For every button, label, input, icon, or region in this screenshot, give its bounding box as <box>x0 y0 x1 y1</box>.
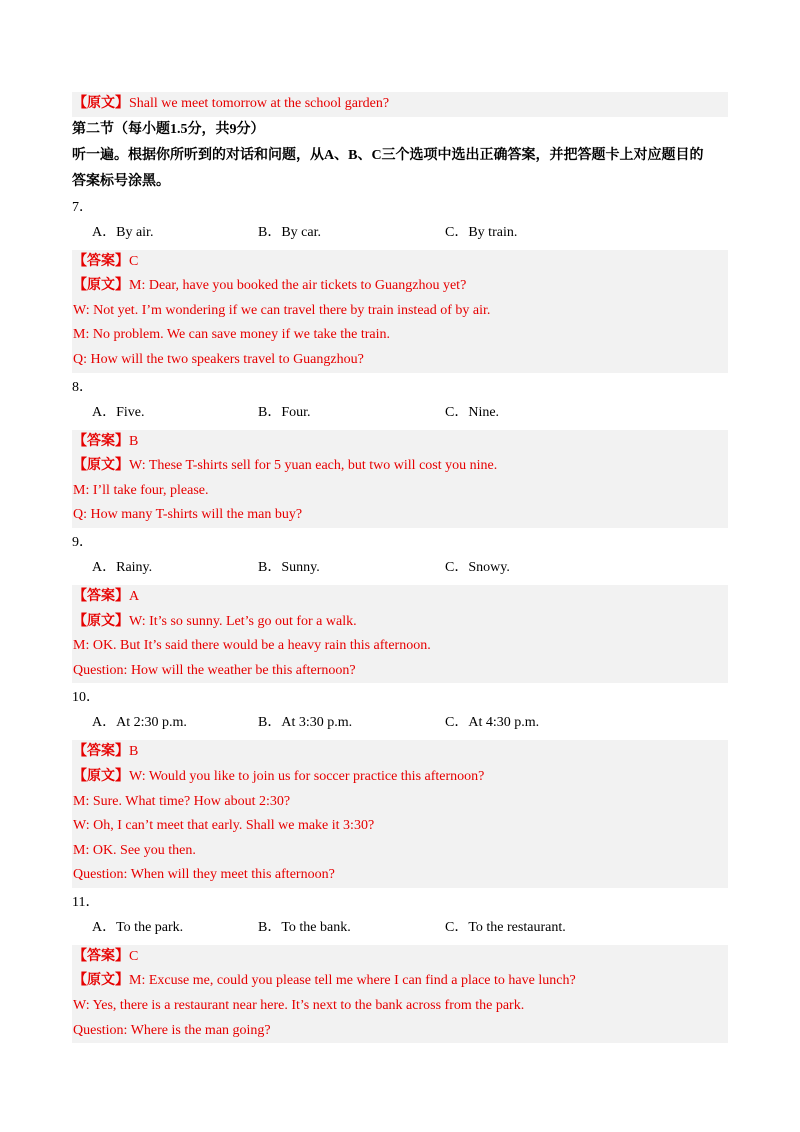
transcript-tag: 【原文】 <box>73 973 129 989</box>
question-item <box>72 375 728 528</box>
transcript-text: W: These T-shirts sell for 5 yuan each, but two will cost you nine. <box>129 458 498 474</box>
transcript-line <box>72 765 728 790</box>
transcript-text: Question: Where is the man going? <box>73 1022 271 1038</box>
option-a: A．At 2:30 p.m. <box>92 715 187 731</box>
option-row <box>72 915 728 941</box>
option-c: C．To the restaurant. <box>445 919 566 935</box>
answer-value: C <box>129 948 139 964</box>
question-number: 7． <box>72 199 93 215</box>
option-c: C．Nine. <box>445 404 500 420</box>
question-list <box>72 195 728 1044</box>
top-transcript-line <box>72 92 728 117</box>
option-row <box>72 400 728 426</box>
option-c: C．By train. <box>445 224 518 240</box>
section-instruction-line2: 答案标号涂黑。 <box>72 173 170 189</box>
question-item <box>72 685 728 888</box>
option-b: B．Four. <box>258 404 311 420</box>
option-a: A．Five. <box>92 404 145 420</box>
transcript-line <box>72 1019 728 1044</box>
transcript-tag: 【原文】 <box>73 768 129 784</box>
answer-block <box>72 740 728 888</box>
transcript-line <box>72 790 728 815</box>
option-b: B．By car. <box>258 224 321 240</box>
transcript-line <box>72 479 728 504</box>
transcript-line <box>72 323 728 348</box>
transcript-line <box>72 994 728 1019</box>
question-item <box>72 890 728 1043</box>
option-row <box>72 710 728 736</box>
transcript-text: W: Oh, I can’t meet that early. Shall we make it 3:30? <box>73 818 375 834</box>
option-row <box>72 555 728 581</box>
answer-block <box>72 430 728 528</box>
question-number: 11． <box>72 894 100 910</box>
transcript-line <box>72 610 728 635</box>
transcript-text: W: Yes, there is a restaurant near here. It’s next to the bank across from the park. <box>73 998 525 1014</box>
transcript-text: Q: How will the two speakers travel to Guangzhou? <box>73 351 364 367</box>
transcript-line <box>72 274 728 299</box>
option-a: A．To the park. <box>92 919 184 935</box>
answer-tag: 【答案】 <box>73 744 129 760</box>
section-title: 第二节（每小题1.5分，共9分） <box>72 121 265 137</box>
transcript-text: W: Would you like to join us for soccer practice this afternoon? <box>129 768 485 784</box>
question-number: 10． <box>72 690 100 706</box>
question-item <box>72 530 728 683</box>
answer-tag: 【答案】 <box>73 433 129 449</box>
transcript-line <box>72 863 728 888</box>
option-c: C．Snowy. <box>445 559 510 575</box>
answer-line <box>72 740 728 765</box>
question-number: 8． <box>72 379 93 395</box>
transcript-text: M: I’ll take four, please. <box>73 482 209 498</box>
answer-line <box>72 250 728 275</box>
transcript-text: M: OK. But It’s said there would be a heavy rain this afternoon. <box>73 638 431 654</box>
transcript-tag: 【原文】 <box>73 458 129 474</box>
transcript-text: W: Not yet. I’m wondering if we can travel there by train instead of by air. <box>73 302 491 318</box>
transcript-line <box>72 634 728 659</box>
answer-value: B <box>129 744 139 760</box>
answer-line <box>72 430 728 455</box>
transcript-line <box>72 839 728 864</box>
transcript-line <box>72 814 728 839</box>
answer-value: B <box>129 433 139 449</box>
exam-page <box>72 92 728 1045</box>
transcript-line <box>72 454 728 479</box>
transcript-text: M: No problem. We can save money if we take the train. <box>73 327 391 343</box>
transcript-text: M: Sure. What time? How about 2:30? <box>73 793 291 809</box>
transcript-text: W: It’s so sunny. Let’s go out for a walk. <box>129 613 357 629</box>
answer-block <box>72 585 728 683</box>
answer-line <box>72 945 728 970</box>
option-b: B．At 3:30 p.m. <box>258 715 353 731</box>
transcript-tag: 【原文】 <box>73 613 129 629</box>
answer-line <box>72 585 728 610</box>
answer-block <box>72 945 728 1043</box>
transcript-text: M: OK. See you then. <box>73 842 196 858</box>
transcript-line <box>72 299 728 324</box>
transcript-text: Question: How will the weather be this afternoon? <box>73 662 356 678</box>
option-a: A．By air. <box>92 224 154 240</box>
option-b: B．To the bank. <box>258 919 351 935</box>
transcript-text: M: Dear, have you booked the air tickets to Guangzhou yet? <box>129 278 467 294</box>
question-item <box>72 195 728 373</box>
option-row <box>72 220 728 246</box>
transcript-tag: 【原文】 <box>73 96 129 111</box>
transcript-text: M: Excuse me, could you please tell me where I can find a place to have lunch? <box>129 973 576 989</box>
option-a: A．Rainy. <box>92 559 153 575</box>
option-c: C．At 4:30 p.m. <box>445 715 540 731</box>
transcript-tag: 【原文】 <box>73 278 129 294</box>
answer-value: A <box>129 588 140 604</box>
answer-block <box>72 250 728 373</box>
transcript-line <box>72 348 728 373</box>
question-number: 9． <box>72 534 93 550</box>
section-instruction-line1: 听一遍。根据你所听到的对话和问题，从A、B、C三个选项中选出正确答案，并把答题卡上对应题目的 <box>72 147 704 163</box>
answer-tag: 【答案】 <box>73 253 129 269</box>
answer-tag: 【答案】 <box>73 588 129 604</box>
transcript-line <box>72 659 728 684</box>
transcript-line <box>72 503 728 528</box>
transcript-text: Q: How many T-shirts will the man buy? <box>73 507 303 523</box>
transcript-text: Question: When will they meet this afternoon? <box>73 867 335 883</box>
answer-value: C <box>129 253 139 269</box>
transcript-line <box>72 969 728 994</box>
option-b: B．Sunny. <box>258 559 320 575</box>
transcript-text: Shall we meet tomorrow at the school garden? <box>129 96 390 111</box>
answer-tag: 【答案】 <box>73 948 129 964</box>
